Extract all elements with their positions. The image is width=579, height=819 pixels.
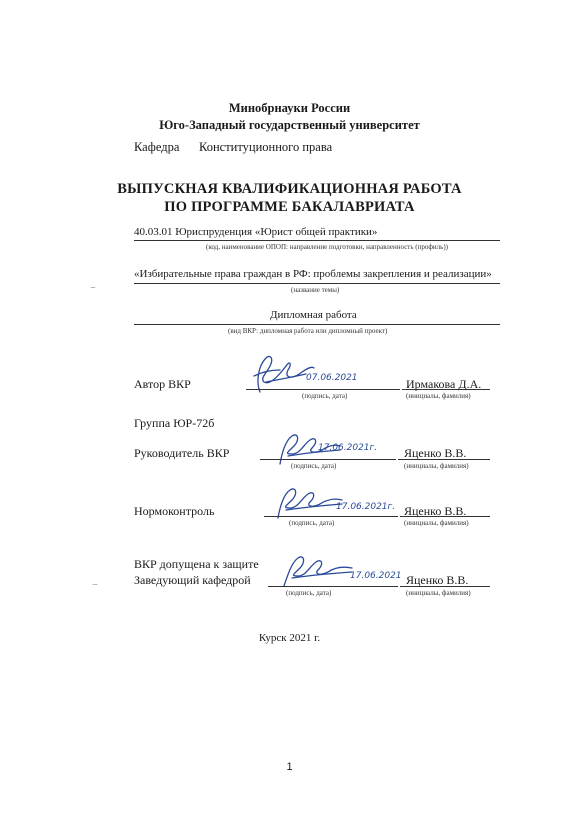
normocontrol-name: Яценко В.В. — [404, 504, 467, 518]
program-caption: (код, наименование ОПОП: направление подготовки, направленность (профиль)) — [206, 243, 449, 251]
head-name-caption: (инициалы, фамилия) — [406, 589, 471, 597]
normocontrol-name-caption: (инициалы, фамилия) — [404, 519, 469, 527]
work-type-value: Дипломная работа — [270, 309, 357, 321]
author-signature-caption: (подпись, дата) — [302, 392, 348, 400]
author-name-line — [402, 389, 490, 390]
program-underline — [134, 240, 500, 241]
admission-line1: ВКР допущена к защите — [134, 557, 259, 571]
department-name: Конституционного права — [199, 140, 333, 154]
normocontrol-signature-caption: (подпись, дата) — [289, 519, 335, 527]
supervisor-label: Руководитель ВКР — [134, 446, 230, 460]
author-signature-date: 07.06.2021 — [306, 373, 358, 383]
author-name-caption: (инициалы, фамилия) — [406, 392, 471, 400]
head-signature-date: 17.06.2021 — [350, 571, 402, 581]
city-year: Курск 2021 г. — [258, 632, 321, 644]
author-name: Ирмакова Д.А. — [406, 377, 482, 391]
normocontrol-label: Нормоконтроль — [134, 504, 215, 518]
group-value: Группа ЮР-72б — [134, 416, 215, 430]
normocontrol-name-line — [400, 516, 490, 517]
university-name: Юго-Западный государственный университет — [159, 118, 420, 132]
work-title-line2: ПО ПРОГРАММЕ БАКАЛАВРИАТА — [164, 199, 415, 215]
work-type-caption: (вид ВКР: дипломная работа или дипломный проект) — [228, 327, 388, 335]
head-name-line — [400, 586, 490, 587]
topic-underline — [134, 283, 500, 284]
author-signature-line — [246, 389, 400, 390]
supervisor-name-line — [398, 459, 490, 460]
head-signature-line — [268, 586, 398, 587]
scan-mark: ⌣ — [90, 282, 96, 292]
supervisor-name: Яценко В.В. — [404, 446, 467, 460]
normocontrol-signature-date: 17.06.2021г. — [336, 502, 396, 512]
topic-caption: (название темы) — [291, 286, 340, 294]
work-title-line1: ВЫПУСКНАЯ КВАЛИФИКАЦИОННАЯ РАБОТА — [117, 181, 462, 197]
head-signature-caption: (подпись, дата) — [286, 589, 332, 597]
ministry-name: Минобрнауки России — [228, 101, 351, 115]
normocontrol-signature-line — [264, 516, 398, 517]
scan-mark: ⌣ — [92, 579, 98, 589]
head-of-department-label: Заведующий кафедрой — [134, 573, 251, 587]
department-label: Кафедра — [134, 140, 180, 154]
topic-value: «Избирательные права граждан в РФ: проблемы закрепления и реализации» — [134, 268, 492, 280]
work-type-underline — [134, 324, 500, 325]
supervisor-signature-caption: (подпись, дата) — [291, 462, 337, 470]
supervisor-signature-date: 17.06.2021г. — [318, 443, 378, 453]
supervisor-signature-line — [260, 459, 396, 460]
author-label: Автор ВКР — [134, 377, 191, 391]
program-value: 40.03.01 Юриспруденция «Юрист общей практики» — [134, 226, 378, 238]
supervisor-name-caption: (инициалы, фамилия) — [404, 462, 469, 470]
head-name: Яценко В.В. — [406, 573, 469, 587]
page-number: 1 — [286, 761, 293, 773]
